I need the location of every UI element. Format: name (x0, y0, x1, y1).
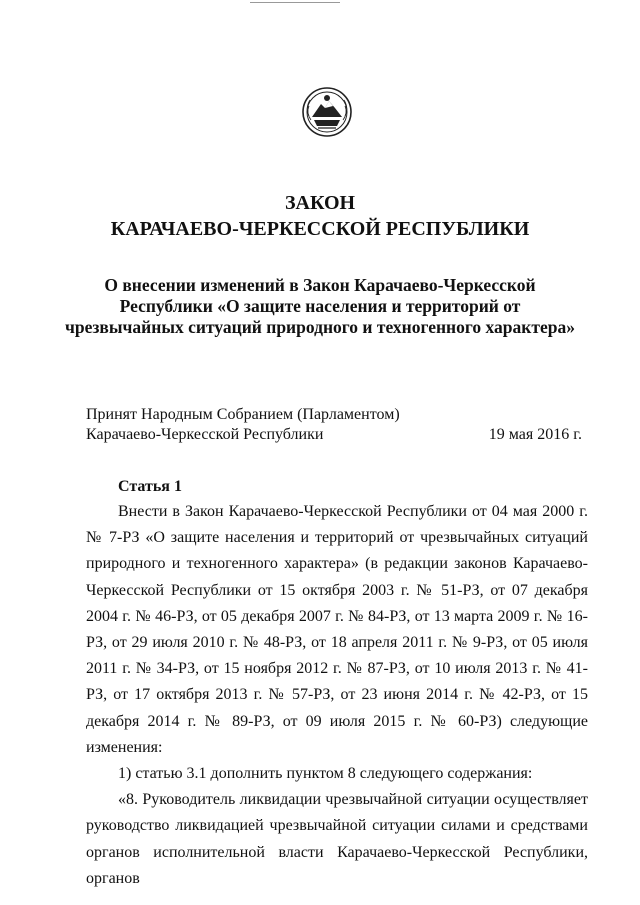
adoption-date: 19 мая 2016 г. (488, 426, 582, 443)
coat-of-arms-emblem-icon (301, 86, 353, 138)
article-paragraph: Внести в Закон Карачаево-Черкесской Республики от 04 мая 2000 г. № 7-РЗ «О защите населения и территорий от чрезвычайных ситуаций природного и техногенного характера» (в редакции законов Карачаево-Черкесской Республики от 15 октября 2003 г. № 51-РЗ, от 07 декабря 2004 г. № 46-РЗ, от 05 декабря 2007 г. № 84-РЗ, от 13 марта 2009 г. № 16-РЗ, от 29 июля 2010 г. № 48-РЗ, от 18 апреля 2011 г. № 9-РЗ, от 05 июля 2011 г. № 34-РЗ, от 15 ноября 2012 г. № 87-РЗ, от 10 июля 2013 г. № 41-РЗ, от 17 октября 2013 г. № 57-РЗ, от 23 июня 2014 г. № 42-РЗ, от 15 декабря 2014 г. № 89-РЗ, от 09 июля 2015 г. № 60-РЗ) следующие изменения: (86, 503, 588, 756)
article-heading: Статья 1 (118, 478, 182, 495)
adoption-line-2: Карачаево-Черкесской Республики (86, 426, 324, 443)
article-body (86, 499, 588, 892)
scan-artifact-line (250, 2, 340, 3)
adoption-info (86, 405, 400, 445)
article-paragraph: «8. Руководитель ликвидации чрезвычайной ситуации осуществляет руководство ликвидацией чрезвычайной ситуации силами и средствами органов исполнительной власти Карачаево-Черкесской Республики, органов (86, 791, 588, 887)
law-subject: О внесении изменений в Закон Карачаево-Черкесской Республики «О защите населения и территорий от чрезвычайных ситуаций природного и техногенного характера» (65, 275, 575, 337)
republic-title: КАРАЧАЕВО-ЧЕРКЕССКОЙ РЕСПУБЛИКИ (110, 218, 530, 240)
article-paragraph: 1) статью 3.1 дополнить пунктом 8 следующего содержания: (118, 765, 533, 783)
adoption-line-1: Принят Народным Собранием (Парламентом) (86, 406, 400, 423)
law-label: ЗАКОН (284, 192, 356, 214)
